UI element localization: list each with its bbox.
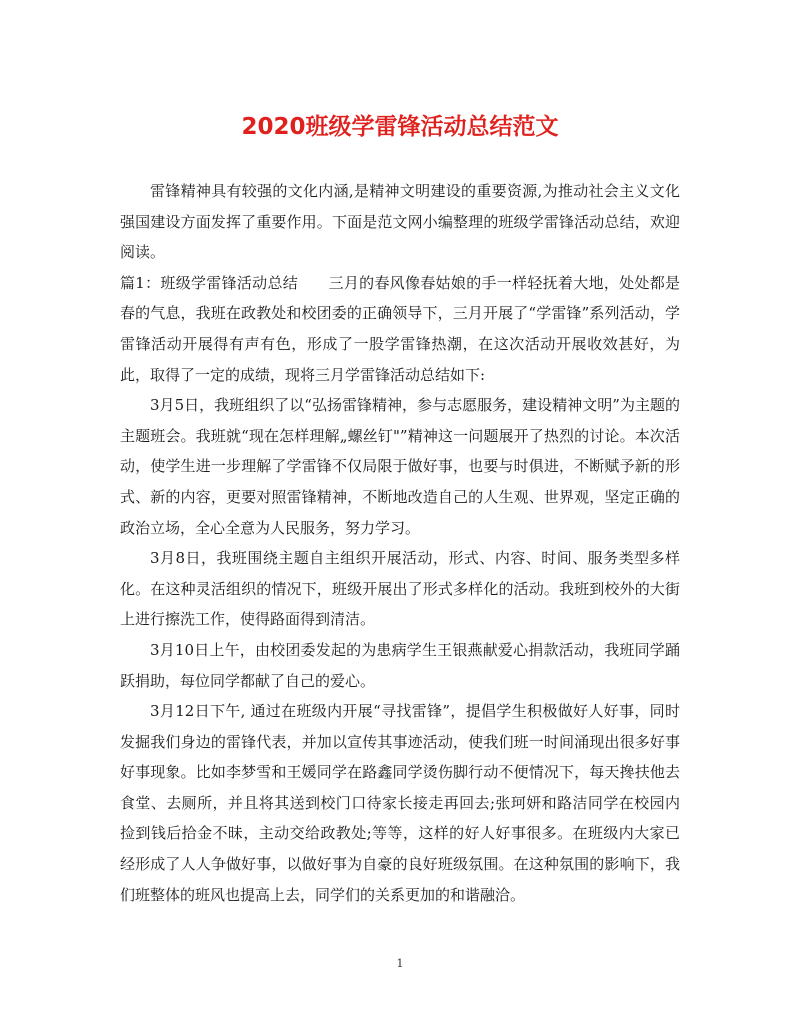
march-12-paragraph: 3月12日下午, 通过在班级内开展“寻找雷锋”，提倡学生积极做好人好事，同时发掘我们身边的雷锋代表，并加以宣传其事迹活动，使我们班一时间涌现出很多好事好事现象。比如李梦雪和王媛同学在路鑫同学烫伤脚行动不便情况下，每天搀扶他去食堂、去厕所，并且将其送到校门口待家长接走再回去;张珂妍和路洁同学在校园内捡到钱后拾金不昧，主动交给政教处;等等，这样的好人好事很多。在班级内大家已经形成了人人争做好事，以做好事为自豪的良好班级氛围。在这种氛围的影响下，我们班整体的班风也提高上去，同学们的关系更加的和谐融洽。 bbox=[120, 702, 680, 904]
march-8-paragraph: 3月8日，我班围绕主题自主组织开展活动，形式、内容、时间、服务类型多样化。在这种灵活组织的情况下，班级开展出了形式多样化的活动。我班到校外的大街上进行擦洗工作，使得路面得到清洁。 bbox=[120, 549, 680, 629]
intro-paragraph: 雷锋精神具有较强的文化内涵,是精神文明建设的重要资源,为推动社会主义文化强国建设方面发挥了重要作用。下面是范文网小编整理的班级学雷锋活动总结，欢迎阅读。 bbox=[120, 182, 680, 262]
document-title: 2020班级学雷锋活动总结范文 bbox=[241, 114, 559, 140]
page-number: 1 bbox=[396, 957, 404, 970]
document-body bbox=[120, 176, 680, 910]
march-10-paragraph: 3月10日上午，由校团委发起的为患病学生王银燕献爱心捐款活动，我班同学踊跃捐助，每位同学都献了自己的爱心。 bbox=[120, 640, 680, 690]
section-1-paragraph: 篇1：班级学雷锋活动总结 三月的春风像春姑娘的手一样轻抚着大地，处处都是春的气息，我班在政教处和校团委的正确领导下，三月开展了“学雷锋”系列活动，学雷锋活动开展得有声有色，形成了一股学雷锋热潮，在这次活动开展收效甚好，为此，取得了一定的成绩，现将三月学雷锋活动总结如下: bbox=[120, 273, 680, 384]
march-5-paragraph: 3月5日，我班组织了以“弘扬雷锋精神，参与志愿服务，建设精神文明”为主题的主题班会。我班就“现在怎样理解„螺丝钉"”精神这一问题展开了热烈的讨论。本次活动，使学生进一步理解了学雷锋不仅局限于做好事，也要与时俱进，不断赋予新的形式、新的内容，更要对照雷锋精神，不断地改造自己的人生观、世界观，坚定正确的政治立场，全心全意为人民服务，努力学习。 bbox=[120, 396, 680, 537]
